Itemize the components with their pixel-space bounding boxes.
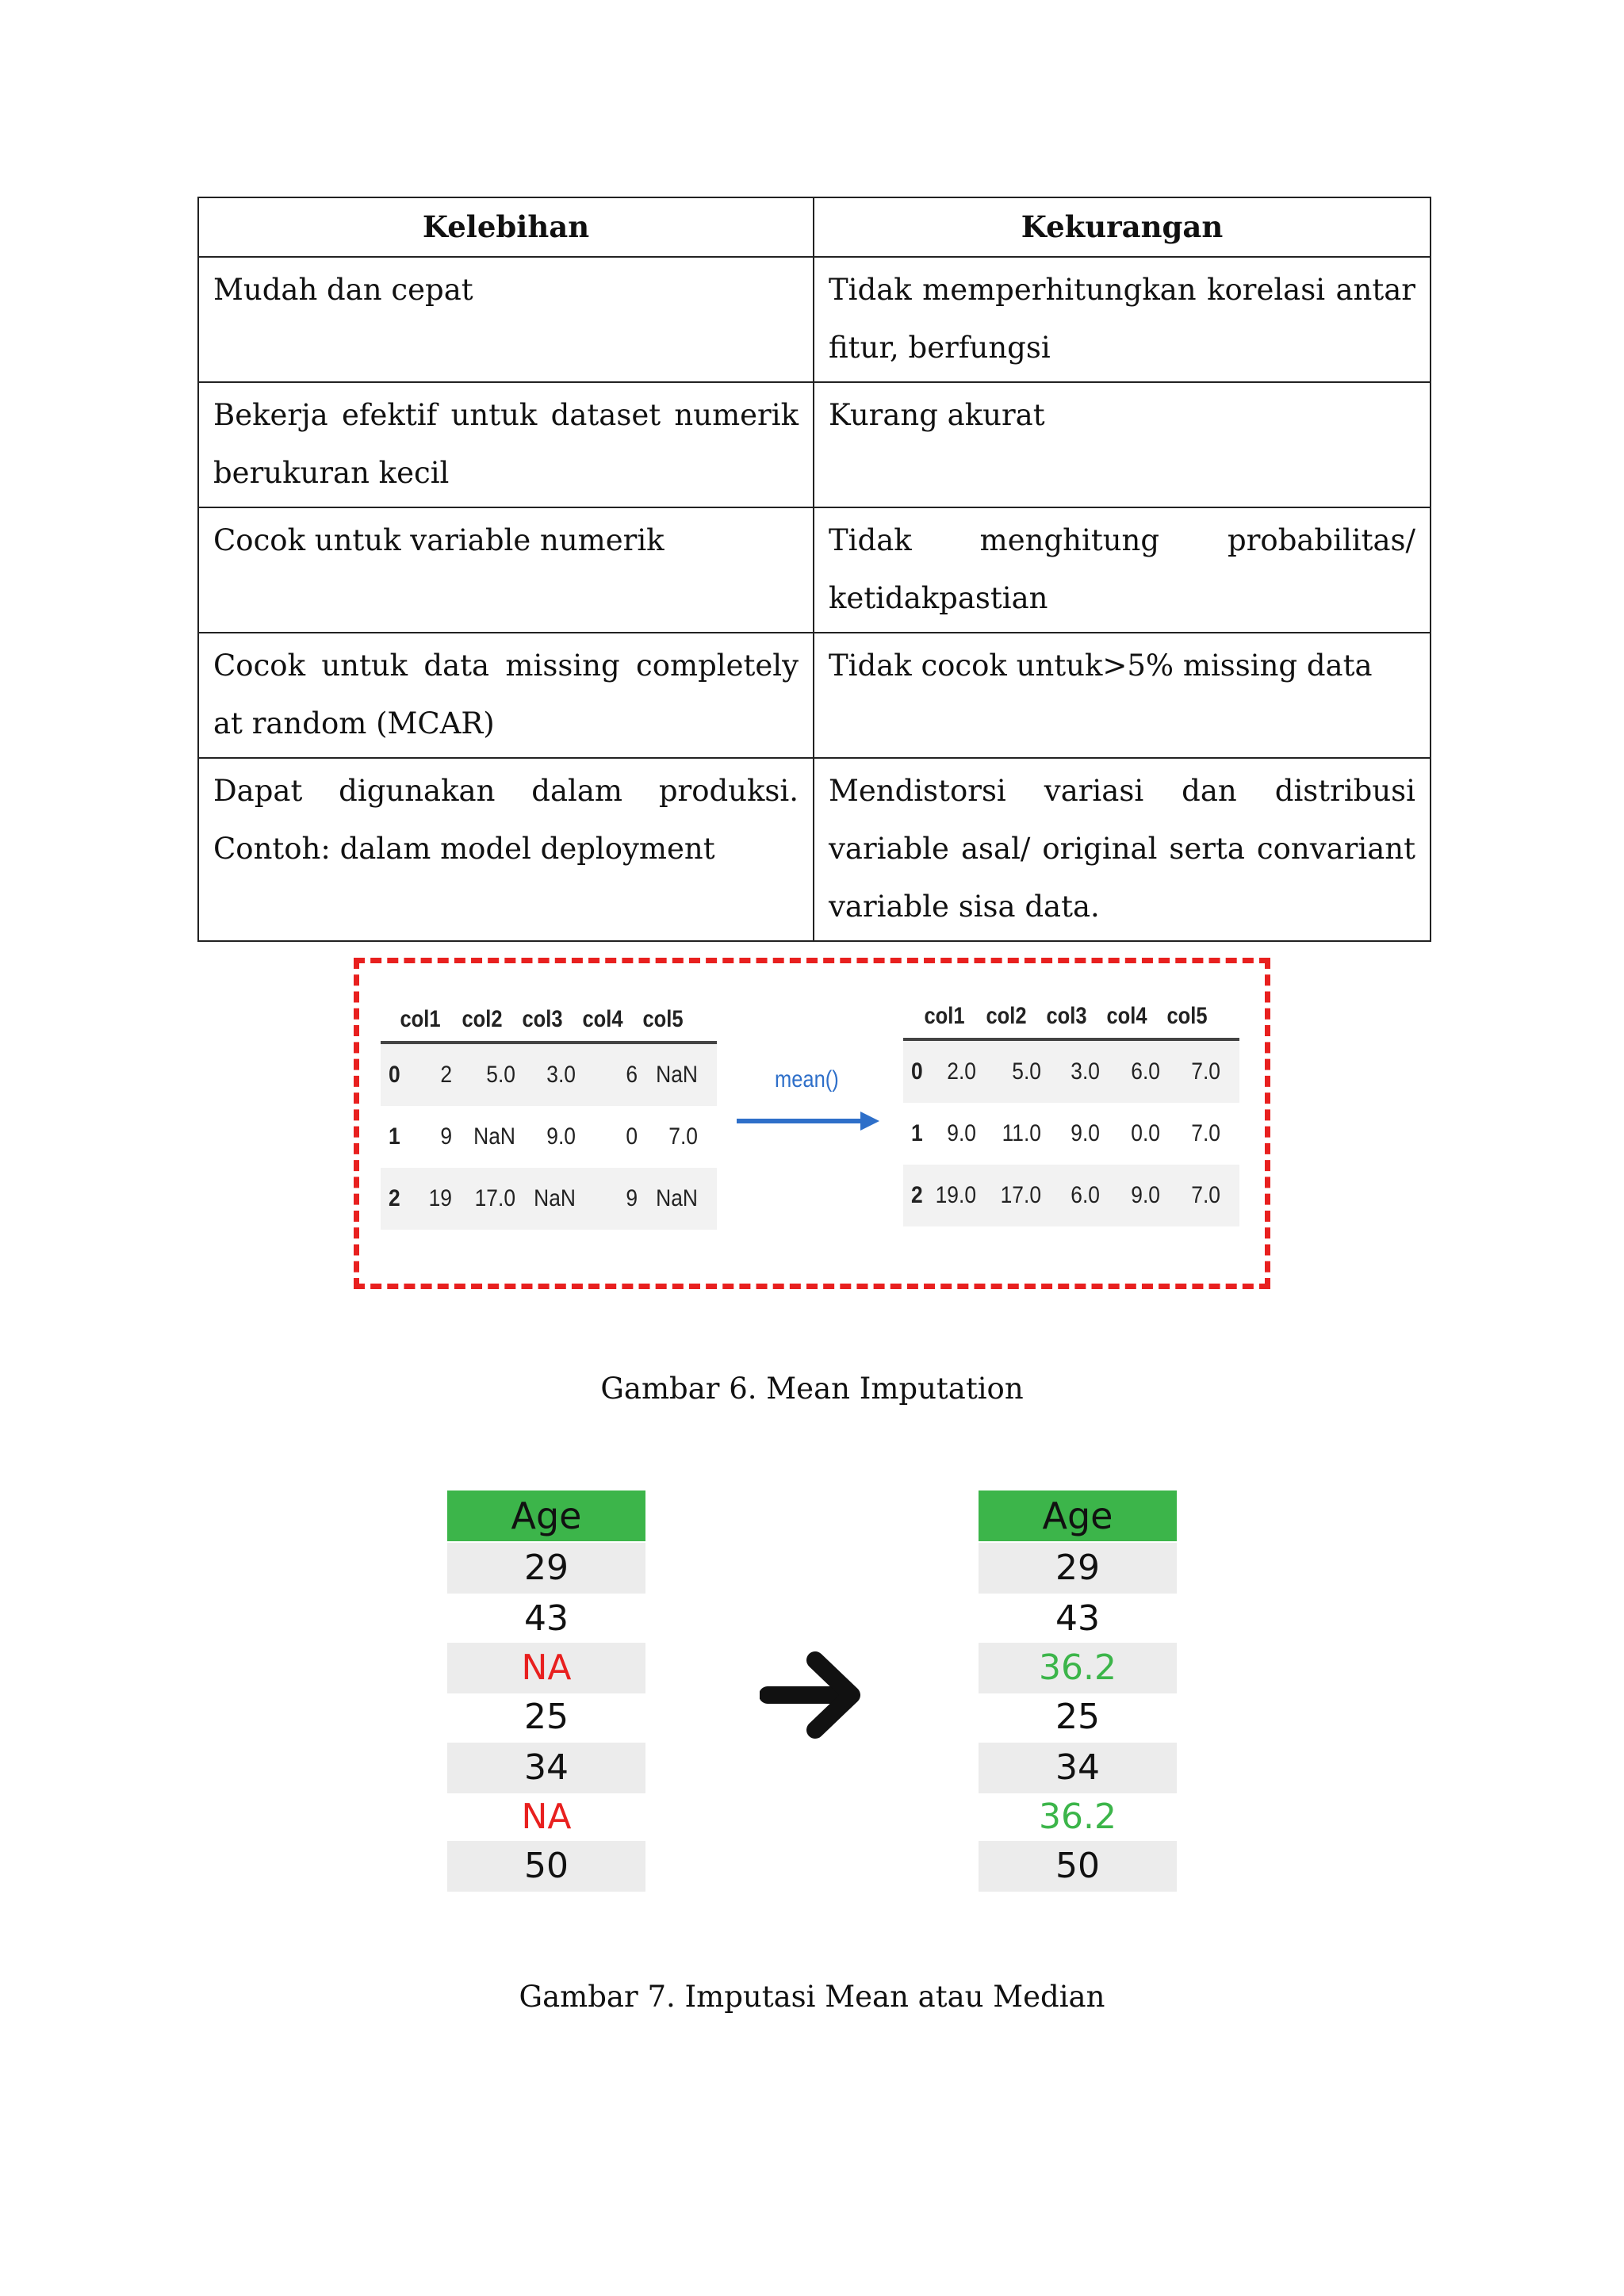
dataframe-header — [903, 992, 1239, 1036]
cell-value: 6.0 — [1071, 1182, 1100, 1208]
age-column-before — [447, 1490, 645, 1892]
header-kekurangan: Kekurangan — [814, 197, 1431, 257]
column-header: col1 — [924, 1003, 965, 1029]
age-value: 43 — [524, 1598, 569, 1639]
cell-value: NaN — [534, 1185, 576, 1211]
right-arrow-icon — [760, 1651, 864, 1739]
mean-operation-label: mean() — [775, 1066, 839, 1093]
row-index: 0 — [911, 1058, 923, 1085]
age-value: 25 — [524, 1697, 569, 1737]
table-row — [381, 1106, 717, 1168]
table-header-row — [198, 197, 1431, 257]
comparison-table — [197, 197, 1431, 942]
table-cell: Tidak menghitung probabilitas/ ketidakpastian — [814, 507, 1431, 633]
cell-value: 2.0 — [947, 1058, 976, 1085]
table-row — [381, 1168, 717, 1230]
dataframe-after — [903, 992, 1239, 1230]
cell-value: 9.0 — [947, 1120, 976, 1146]
age-header: Age — [447, 1490, 645, 1541]
cell-value: 9.0 — [1071, 1120, 1100, 1146]
age-value: 34 — [979, 1743, 1177, 1793]
cell-value: 7.0 — [1191, 1182, 1220, 1208]
table-row — [198, 633, 1431, 758]
cell-value: 5.0 — [1012, 1058, 1041, 1085]
table-cell: Cocok untuk variable numerik — [198, 507, 814, 633]
cell-value: 3.0 — [546, 1062, 576, 1088]
table-cell: Dapat digunakan dalam produksi. Contoh: dalam model deployment — [198, 758, 814, 941]
table-row — [198, 758, 1431, 941]
mean-imputation-figure — [354, 958, 1270, 1289]
table-row — [903, 1103, 1239, 1165]
cell-value: 0 — [626, 1123, 638, 1150]
row-index: 2 — [911, 1182, 923, 1208]
table-row — [198, 507, 1431, 633]
table-cell: Bekerja efektif untuk dataset numerik berukuran kecil — [198, 382, 814, 507]
figure-6-caption: Gambar 6. Mean Imputation — [600, 1372, 1024, 1406]
cell-value: 19.0 — [935, 1182, 976, 1208]
cell-value: 9.0 — [546, 1123, 576, 1150]
row-index: 0 — [389, 1062, 400, 1088]
column-header: col3 — [522, 1006, 563, 1032]
age-value: 29 — [447, 1543, 645, 1594]
table-cell: Tidak memperhitungkan korelasi antar fitur, berfungsi — [814, 257, 1431, 382]
header-kelebihan: Kelebihan — [198, 197, 814, 257]
age-value: 29 — [979, 1543, 1177, 1594]
age-value: 25 — [1055, 1697, 1100, 1737]
cell-value: 9 — [440, 1123, 452, 1150]
cell-value: 19 — [428, 1185, 452, 1211]
age-value: 34 — [447, 1743, 645, 1793]
cell-value: 6 — [626, 1062, 638, 1088]
age-value-missing: NA — [447, 1643, 645, 1693]
cell-value: 0.0 — [1131, 1120, 1160, 1146]
column-header: col2 — [986, 1003, 1027, 1029]
cell-value: 17.0 — [1000, 1182, 1041, 1208]
row-index: 2 — [389, 1185, 400, 1211]
column-header: col4 — [582, 1006, 623, 1032]
column-header: col5 — [642, 1006, 684, 1032]
cell-value: 7.0 — [1191, 1058, 1220, 1085]
cell-value: 7.0 — [668, 1123, 698, 1150]
column-header: col4 — [1106, 1003, 1147, 1029]
cell-value: 11.0 — [1002, 1120, 1041, 1146]
cell-value: NaN — [473, 1123, 515, 1150]
table-cell: Mudah dan cepat — [198, 257, 814, 382]
table-row — [903, 1165, 1239, 1226]
age-header: Age — [979, 1490, 1177, 1541]
cell-value: 3.0 — [1071, 1058, 1100, 1085]
table-cell: Cocok untuk data missing completely at random (MCAR) — [198, 633, 814, 758]
cell-value: NaN — [656, 1062, 698, 1088]
figure-7-caption: Gambar 7. Imputasi Mean atau Median — [519, 1980, 1105, 2014]
column-header: col3 — [1046, 1003, 1087, 1029]
table-row — [198, 382, 1431, 507]
column-header: col5 — [1166, 1003, 1208, 1029]
age-value: 50 — [979, 1841, 1177, 1892]
table-cell: Mendistorsi variasi dan distribusi variable asal/ original serta convariant variable sisa data. — [814, 758, 1431, 941]
table-cell: Tidak cocok untuk>5% missing data — [814, 633, 1431, 758]
age-column-after — [979, 1490, 1177, 1892]
dataframe-header — [381, 995, 717, 1039]
cell-value: 9.0 — [1131, 1182, 1160, 1208]
table-row — [381, 1044, 717, 1106]
age-value: 43 — [1055, 1598, 1100, 1639]
age-value: 50 — [447, 1841, 645, 1892]
age-value-imputed: 36.2 — [979, 1643, 1177, 1693]
table-row — [903, 1041, 1239, 1103]
column-header: col1 — [400, 1006, 441, 1032]
row-index: 1 — [389, 1123, 400, 1150]
table-cell: Kurang akurat — [814, 382, 1431, 507]
cell-value: 5.0 — [486, 1062, 515, 1088]
column-header: col2 — [462, 1006, 503, 1032]
age-value-imputed: 36.2 — [1039, 1797, 1116, 1837]
cell-value: 7.0 — [1191, 1120, 1220, 1146]
cell-value: 9 — [626, 1185, 638, 1211]
cell-value: 17.0 — [474, 1185, 515, 1211]
row-index: 1 — [911, 1120, 923, 1146]
dataframe-before — [381, 995, 717, 1233]
right-arrow-icon — [733, 1109, 881, 1133]
cell-value: 6.0 — [1131, 1058, 1160, 1085]
cell-value: NaN — [656, 1185, 698, 1211]
age-value-missing: NA — [521, 1797, 572, 1837]
cell-value: 2 — [440, 1062, 452, 1088]
table-row — [198, 257, 1431, 382]
